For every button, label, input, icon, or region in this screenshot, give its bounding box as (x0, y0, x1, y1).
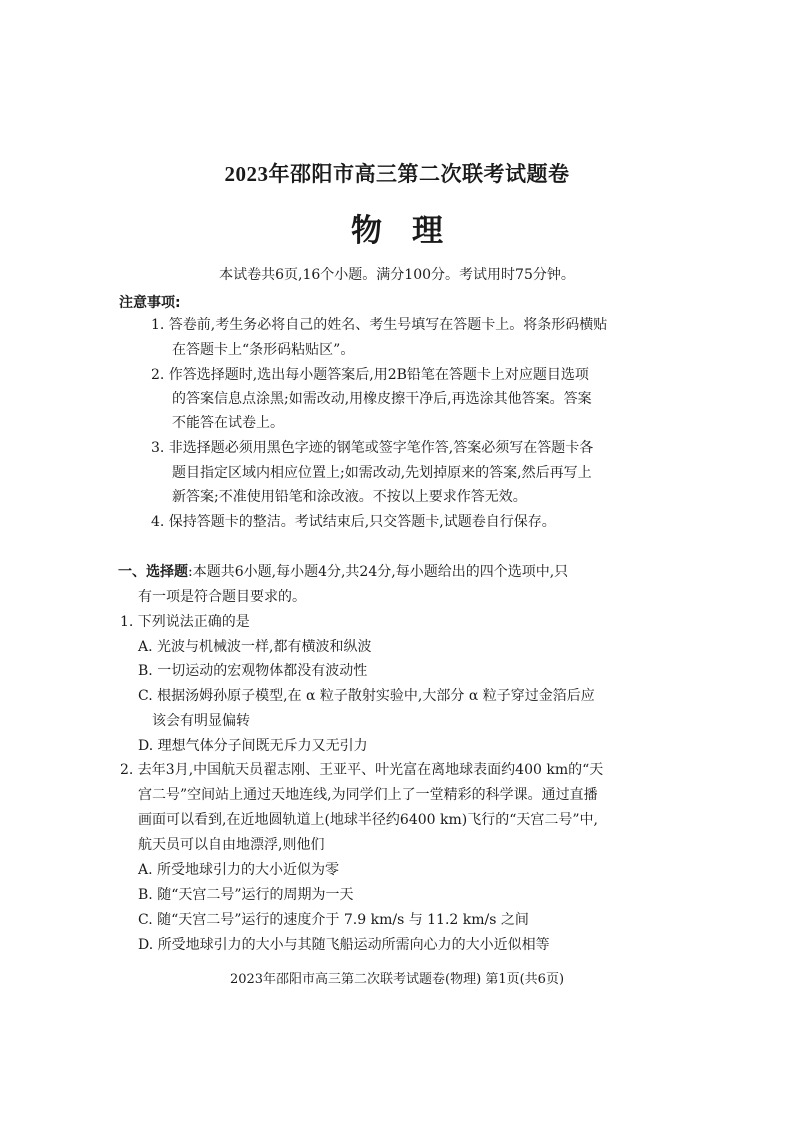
notice-line: 2. 作答选择题时,选出每小题答案后,用2B铅笔在答题卡上对应题目选项 (151, 367, 589, 383)
section-description-cont: 有一项是符合题目要求的。 (138, 589, 306, 605)
question-2-option-a: A. 所受地球引力的大小近似为零 (138, 862, 340, 878)
question-1-option-a: A. 光波与机械波一样,都有横波和纵波 (138, 639, 372, 655)
subject-title: 物理 (351, 213, 473, 249)
question-1-option-c: C. 根据汤姆孙原子模型,在 α 粒子散射实验中,大部分 α 粒子穿过金箔后应 (138, 688, 595, 704)
notice-line: 不能答在试卷上。 (172, 415, 284, 431)
question-2-option-b: B. 随“天宫二号”运行的周期为一天 (138, 887, 354, 903)
question-2-option-d: D. 所受地球引力的大小与其随飞船运动所需向心力的大小近似相等 (138, 937, 550, 953)
question-2-stem: 航天员可以自由地漂浮,则他们 (138, 837, 325, 853)
notice-line: 新答案;不准使用铅笔和涂改液。不按以上要求作答无效。 (172, 489, 527, 505)
question-1-option-b: B. 一切运动的宏观物体都没有波动性 (138, 663, 368, 679)
notice-line: 3. 非选择题必须用黑色字迹的钢笔或签字笔作答,答案必须写在答题卡各 (151, 440, 594, 456)
exam-title: 2023年邵阳市高三第二次联考试题卷 (224, 162, 570, 186)
notice-line: 的答案信息点涂黑;如需改动,用橡皮擦干净后,再选涂其他答案。答案 (172, 391, 592, 407)
notice-line: 在答题卡上“条形码粘贴区”。 (172, 342, 355, 358)
section-title: 一、选择题 (118, 564, 188, 580)
notice-line: 4. 保持答题卡的整洁。考试结束后,只交答题卡,试题卷自行保存。 (151, 514, 556, 530)
question-2-stem: 宫二号”空间站上通过天地连线,为同学们上了一堂精彩的科学课。通过直播 (138, 787, 598, 803)
question-1-option-d: D. 理想气体分子间既无斥力又无引力 (138, 738, 368, 754)
question-1-option-c-cont: 该会有明显偏转 (152, 713, 250, 729)
notice-line: 题目指定区域内相应位置上;如需改动,先划掉原来的答案,然后再写上 (172, 465, 592, 481)
question-1-stem: 1. 下列说法正确的是 (120, 614, 250, 630)
question-2-stem: 2. 去年3月,中国航天员翟志刚、王亚平、叶光富在离地球表面约400 km的“天 (120, 762, 604, 778)
notice-heading: 注意事项: (119, 295, 181, 311)
page-footer: 2023年邵阳市高三第二次联考试题卷(物理) 第1页(共6页) (229, 972, 565, 987)
section-heading (118, 562, 568, 582)
question-2-stem: 画面可以看到,在近地圆轨道上(地球半径约6400 km)飞行的“天宫二号”中, (138, 812, 598, 828)
question-2-option-c: C. 随“天宫二号”运行的速度介于 7.9 km/s 与 11.2 km/s 之间 (138, 912, 529, 928)
section-description: :本题共6小题,每小题4分,共24分,每小题给出的四个选项中,只 (188, 564, 569, 580)
notice-line: 1. 答卷前,考生务必将自己的姓名、考生号填写在答题卡上。将条形码横贴 (151, 317, 608, 333)
exam-intro: 本试卷共6页,16个小题。满分100分。考试用时75分钟。 (219, 267, 575, 283)
